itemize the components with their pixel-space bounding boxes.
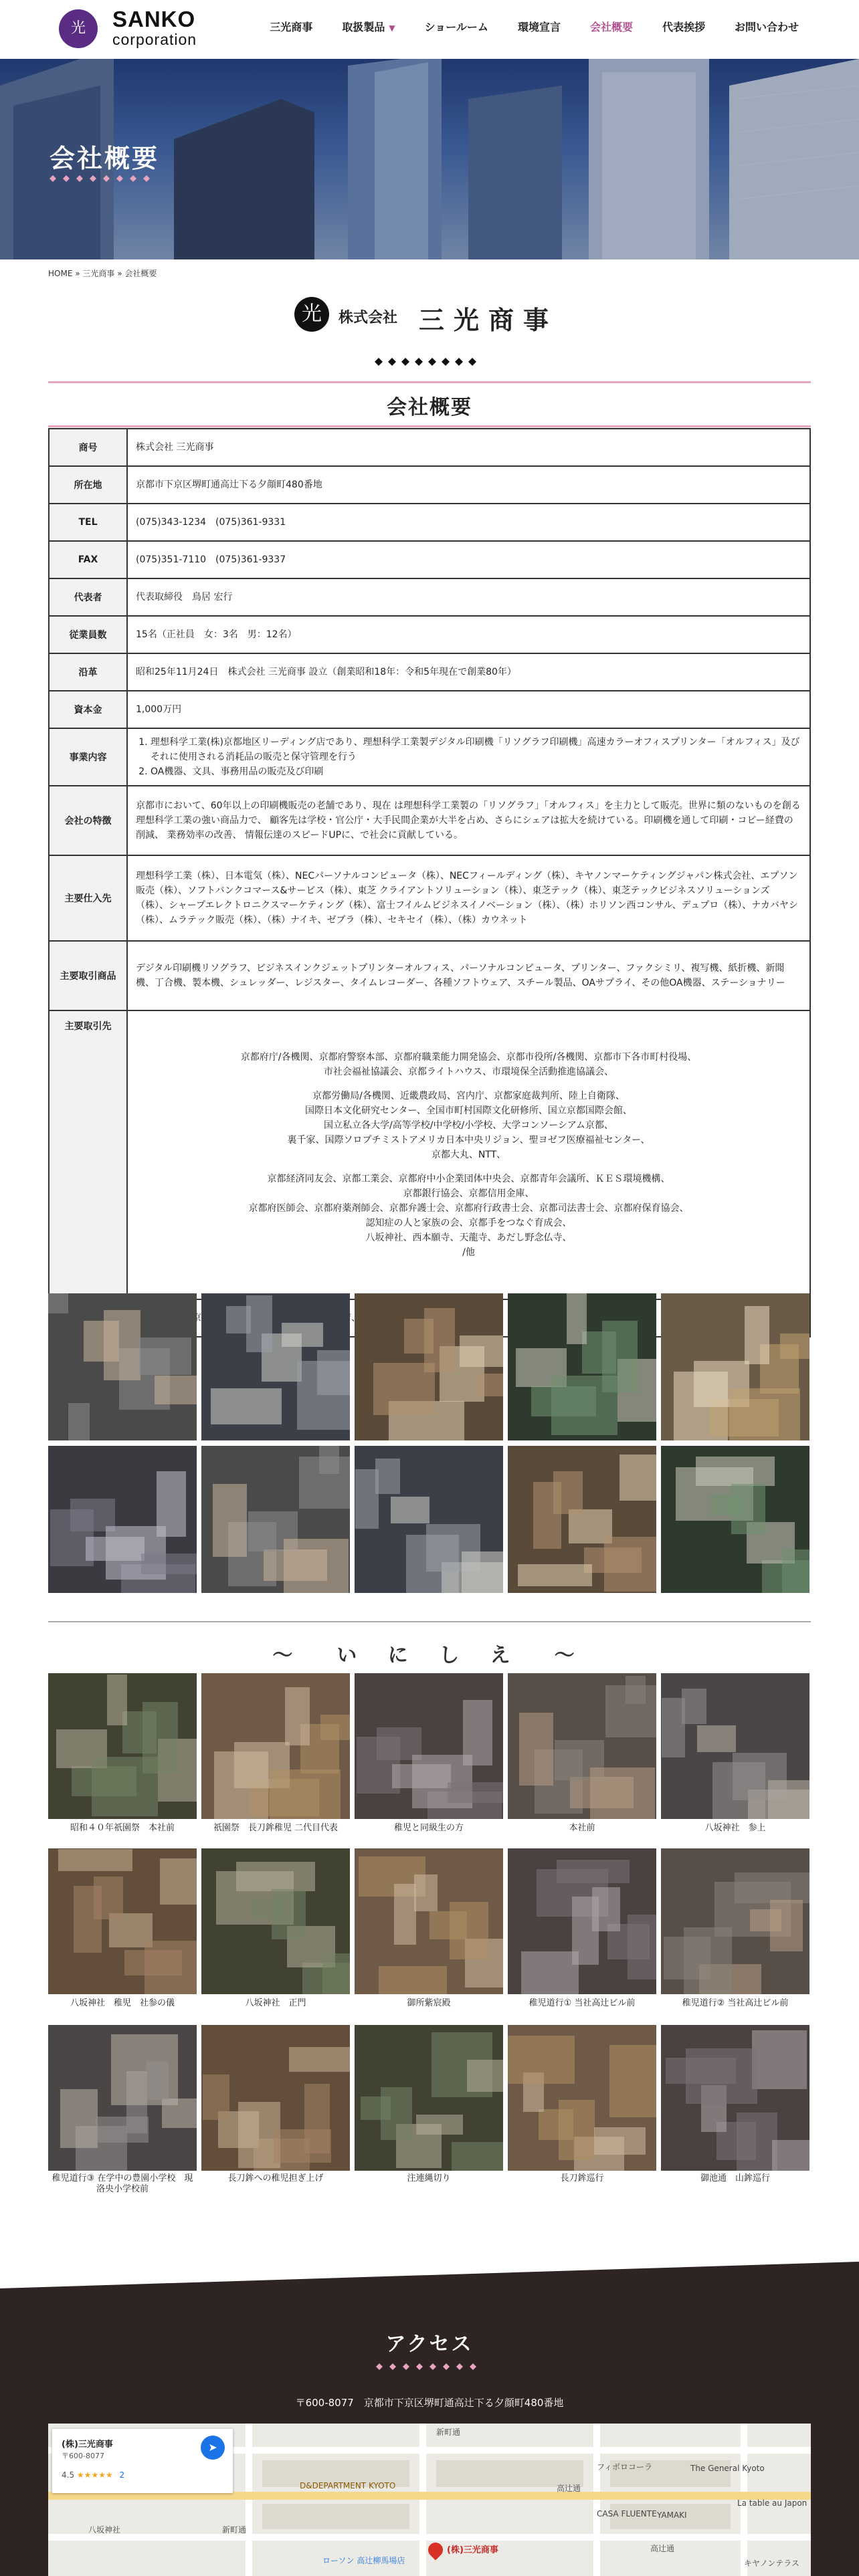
office-photo (355, 1293, 503, 1440)
star-icon: ★★★★★ (76, 2470, 113, 2480)
row-label: 主要取引先 (49, 1010, 127, 1299)
client-line: 八坂神社、西本願寺、天龍寺、あだし野念仏寺、 (365, 1232, 572, 1243)
nav-contact[interactable]: お問い合わせ (734, 21, 799, 33)
photo-caption: 御池通 山鉾巡行 (700, 2173, 770, 2183)
map-poi-label: YAMAKI (657, 2510, 687, 2520)
row-value: デジタル印刷機リソグラフ、ビジネスインクジェットプリンターオルフィス、パーソナルコンピュータ、プリンター、ファクシミリ、複写機、紙折機、新聞機、丁合機、製本機、シュレッダー、レジスター、タイムレコーダー、各種ソフトウェア、スチール製品、OAサプライ、その他OA機器、ステーショナリー (127, 941, 810, 1010)
row-value: 京都市において、60年以上の印刷機販売の老舗であり、現在 は理想科学工業製の「リソグラフ」「オルフィス」を主力として販売。世界に類のないものを創る理想科学工業の強い商品力で、 顧客先は学校・官公庁・大手民間企業が大半を占め、さらにシェアは拡大を続けている。印刷機を通して印刷・コピー経費の削減、 業務効率の改善、 情報伝達のスピードUPに、で社会に貢献している。 (127, 786, 810, 855)
map-pin-label[interactable]: (株)三光商事 (447, 2545, 498, 2555)
nav-company[interactable]: 会社概要 (589, 21, 633, 33)
client-line: 京都府庁/各機関、京都府警察本部、京都府職業能力開発協会、京都市役所/各機関、京都市下各市町村役場、 (240, 1052, 697, 1063)
access-top-wave (0, 2248, 859, 2302)
client-line: 京都経済同友会、京都工業会、京都府中小企業団体中央会、京都青年会議所、ＫＥＳ環境機構、 (267, 1174, 670, 1184)
historical-photo (201, 2025, 350, 2171)
company-logo (294, 294, 565, 334)
client-line: /他 (462, 1247, 475, 1258)
table-row (49, 728, 810, 786)
map-card-title: (株)三光商事 (62, 2440, 113, 2450)
photo-caption: 御所紫宸殿 (407, 1998, 451, 2008)
photo-caption: 長刀鉾への稚児担ぎ上げ (227, 2173, 324, 2183)
row-value: 株式会社 三光商事 (127, 429, 810, 466)
business-list (136, 735, 801, 779)
row-value: (075)343-1234 (075)361-9331 (127, 504, 810, 541)
rating-value: 4.5 (62, 2470, 75, 2480)
client-gap (136, 1162, 801, 1172)
table-row (49, 786, 810, 855)
list-item: 1. 理想科学工業(株)京都地区リーディング店であり、理想科学工業製デジタル印刷機「リソグラフ印刷機」高速カラーオフィスプリンター「オルフィス」及びそれに使用される消耗品の販売と保守管理を行う (151, 735, 801, 764)
chevron-down-icon: ▼ (389, 23, 395, 33)
logo-line1: SANKO (112, 7, 196, 31)
office-photo (661, 1446, 809, 1593)
row-label: 主要仕入先 (49, 855, 127, 941)
historical-photo (201, 1848, 350, 1994)
historical-photo (508, 1848, 656, 1994)
hero-diamond-deco (50, 175, 157, 182)
map-road-label: 高辻通 (557, 2484, 581, 2493)
office-photo (661, 1293, 809, 1440)
client-line: 京都労働局/各機関、近畿農政局、宮内庁、京都家庭裁判所、陸上自衛隊、 (312, 1091, 625, 1101)
logo-line2: corporation (112, 31, 197, 48)
table-row (49, 1010, 810, 1299)
logo-mark[interactable] (59, 9, 98, 48)
table-row (49, 578, 810, 616)
hero-title: 会社概要 (50, 144, 160, 173)
nav-environment[interactable]: 環境宣言 (517, 21, 561, 33)
row-label: 代表者 (49, 578, 127, 616)
row-label: TEL (49, 504, 127, 541)
row-label: 会社の特徴 (49, 786, 127, 855)
office-photo (48, 1446, 197, 1593)
access-diamond-deco (376, 2363, 483, 2370)
historical-photo (355, 1673, 503, 1819)
logo-icon: 光 (70, 20, 86, 37)
historical-photo (508, 2025, 656, 2171)
main-nav (240, 19, 799, 34)
table-row (49, 466, 810, 504)
map-info-card (52, 2429, 233, 2493)
office-photo (508, 1293, 656, 1440)
company-mark-icon: 光 (294, 297, 329, 332)
table-row (49, 653, 810, 691)
historical-photo (201, 1673, 350, 1819)
map-road-label: 新町通 (222, 2525, 247, 2535)
table-row (49, 855, 810, 941)
section-title: 会社概要 (387, 396, 472, 419)
map-card-postal: 〒600-8077 (62, 2452, 104, 2460)
map-road-label: 高辻通 (650, 2544, 675, 2553)
black-diamond-deco (375, 358, 484, 366)
row-value: 代表取締役 鳥居 宏行 (127, 578, 810, 616)
site-header (0, 0, 859, 59)
map-poi-label: D&DEPARTMENT KYOTO (300, 2481, 396, 2490)
heading-rule-bottom (48, 425, 811, 427)
photo-caption: 昭和４０年祇園祭 本社前 (70, 1823, 175, 1833)
historical-photo (355, 1848, 503, 1994)
photo-caption: 八坂神社 正門 (245, 1998, 306, 2008)
photo-caption: 長刀鉾巡行 (560, 2173, 604, 2183)
photo-caption: 八坂神社 稚児 社参の儀 (70, 1998, 175, 2008)
nav-products-label: 取扱製品 (342, 21, 385, 33)
map-poi-label: La table au Japon (737, 2498, 807, 2508)
office-photo (201, 1446, 350, 1593)
map-poi-label: ローソン 高辻柳馬場店 (322, 2556, 405, 2565)
list-item: 2. OA機器、文具、事務用品の販売及び印刷 (151, 764, 801, 779)
hero-banner (0, 59, 859, 259)
map-road-label: 新町通 (436, 2428, 461, 2437)
nav-greeting[interactable]: 代表挨拶 (662, 21, 705, 33)
client-line: 京都大丸、NTT、 (431, 1150, 506, 1160)
table-row (49, 691, 810, 728)
table-row (49, 429, 810, 466)
client-line: 裏千家、国際ソロプチミストアメリカ日本中央リジョン、聖ヨゼフ医療福祉センター、 (287, 1135, 650, 1146)
row-label: 商号 (49, 429, 127, 466)
historical-photo (661, 2025, 809, 2171)
client-line: 市社会福祉協議会、京都ライトハウス、市環境保全活動推進協議会、 (323, 1067, 614, 1077)
client-gap (136, 1079, 801, 1089)
row-value: 15名（正社員 女：3名 男：12名） (127, 616, 810, 653)
row-value: 理想科学工業（株）、日本電気（株）、NECパーソナルコンピュータ（株）、NECフィールディング（株）、キヤノンマーケティングジャパン株式会社、エプソン販売（株）、ソフトバンクコマース&サービス（株）、東芝 クライアントソリューション（株）、東芝テック（株）、東芝テックビジネスソリューションズ（株）、シャープエレクトロニクスマーケティング（株）、富士フイルムビジネスイノベーション（株）、（株）ホリソン西コンサル、デュプロ（株）、ナカバヤシ（株）、ムラテック販売（株）、（株）ナイキ、ゼブラ（株）、セキセイ（株）、（株）カウネット (127, 855, 810, 941)
photo-caption: 稚児と同級生の方 (393, 1823, 464, 1833)
historical-photo (48, 1673, 197, 1819)
photo-caption: 本社前 (569, 1823, 595, 1833)
map-card-rating (62, 2470, 124, 2480)
office-photo (508, 1446, 656, 1593)
historical-photo (355, 2025, 503, 2171)
historical-photo (508, 1673, 656, 1819)
row-value: 1,000万円 (127, 691, 810, 728)
client-line: 国際日本文化研究センター、全国市町村国際文化研修所、国立京都国際会館、 (305, 1105, 632, 1116)
table-row (49, 541, 810, 578)
nav-showroom[interactable]: ショールーム (424, 21, 488, 33)
directions-icon[interactable]: ➤ (201, 2436, 225, 2460)
historical-photo (48, 2025, 197, 2171)
photo-caption: 八坂神社 参上 (704, 1823, 766, 1833)
map-poi-label: キヤノンテラス (744, 2559, 799, 2568)
client-line: 京都府医師会、京都府薬剤師会、京都弁護士会、京都府行政書士会、京都司法書士会、京都府保育協会、 (248, 1203, 689, 1214)
row-label: 主要取引商品 (49, 941, 127, 1010)
section-heading (48, 381, 811, 428)
photo-caption: 稚児道行② 当社高辻ビル前 (682, 1998, 789, 2008)
client-line: 国立私立各大学/高等学校/中学校/小学校、大学コンソーシアム京都、 (324, 1120, 613, 1131)
row-value: 昭和25年11月24日 株式会社 三光商事 設立（創業昭和18年：令和5年現在で創業80年） (127, 653, 810, 691)
logo-text[interactable] (112, 8, 197, 48)
historical-photo (661, 1673, 809, 1819)
photo-caption: 注連縄切り (407, 2173, 451, 2183)
row-label: 所在地 (49, 466, 127, 504)
section-divider (48, 1621, 811, 1622)
office-photo (201, 1293, 350, 1440)
historical-photo (48, 1848, 197, 1994)
photo-caption: 稚児道行③ 在学中の豊園小学校 現洛央小学校前 (52, 2173, 193, 2194)
row-label: 資本金 (49, 691, 127, 728)
row-value: (075)351-7110 (075)361-9337 (127, 541, 810, 578)
row-label: 沿革 (49, 653, 127, 691)
map-poi-label: The General Kyoto (690, 2464, 765, 2473)
access-title: アクセス (385, 2333, 474, 2356)
nav-sanko[interactable]: 三光商事 (270, 21, 313, 33)
table-row (49, 504, 810, 541)
office-photo (355, 1446, 503, 1593)
table-row (49, 616, 810, 653)
company-profile-table (48, 428, 811, 1337)
row-label: 従業員数 (49, 616, 127, 653)
map-poi-label: 八坂神社 (88, 2525, 121, 2535)
access-section (0, 2248, 859, 2576)
client-line: 認知症の人と家族の会、京都手をつなぐ育成会、 (365, 1218, 572, 1228)
historical-title: 〜 い に し え 〜 (272, 1644, 587, 1667)
review-count[interactable]: 2 (119, 2470, 125, 2480)
row-label: FAX (49, 541, 127, 578)
heading-rule-top (48, 381, 811, 383)
embedded-map[interactable] (48, 2424, 811, 2576)
company-kabushiki: 株式会社 (339, 309, 398, 326)
client-line: 京都銀行協会、京都信用金庫、 (403, 1188, 535, 1199)
map-poi-label: フィボロコーラ (597, 2462, 653, 2472)
breadcrumb[interactable]: HOME » 三光商事 » 会社概要 (48, 269, 157, 278)
historical-photo (661, 1848, 809, 1994)
nav-products[interactable] (342, 19, 395, 34)
photo-caption: 稚児道行① 当社高辻ビル前 (529, 1998, 636, 2008)
office-photo (48, 1293, 197, 1440)
row-value (127, 728, 810, 786)
photo-caption: 祇園祭 長刀鉾稚児 二代目代表 (213, 1823, 339, 1833)
row-value (127, 1010, 810, 1299)
row-label: 事業内容 (49, 728, 127, 786)
access-address: 〒600-8077 京都市下京区堺町通高辻下る夕顔町480番地 (295, 2397, 564, 2409)
table-row (49, 941, 810, 1010)
map-poi-label: CASA FLUENTE (597, 2509, 657, 2518)
row-value: 京都市下京区堺町通高辻下る夕顔町480番地 (127, 466, 810, 504)
company-name: 三光商事 (419, 305, 559, 335)
